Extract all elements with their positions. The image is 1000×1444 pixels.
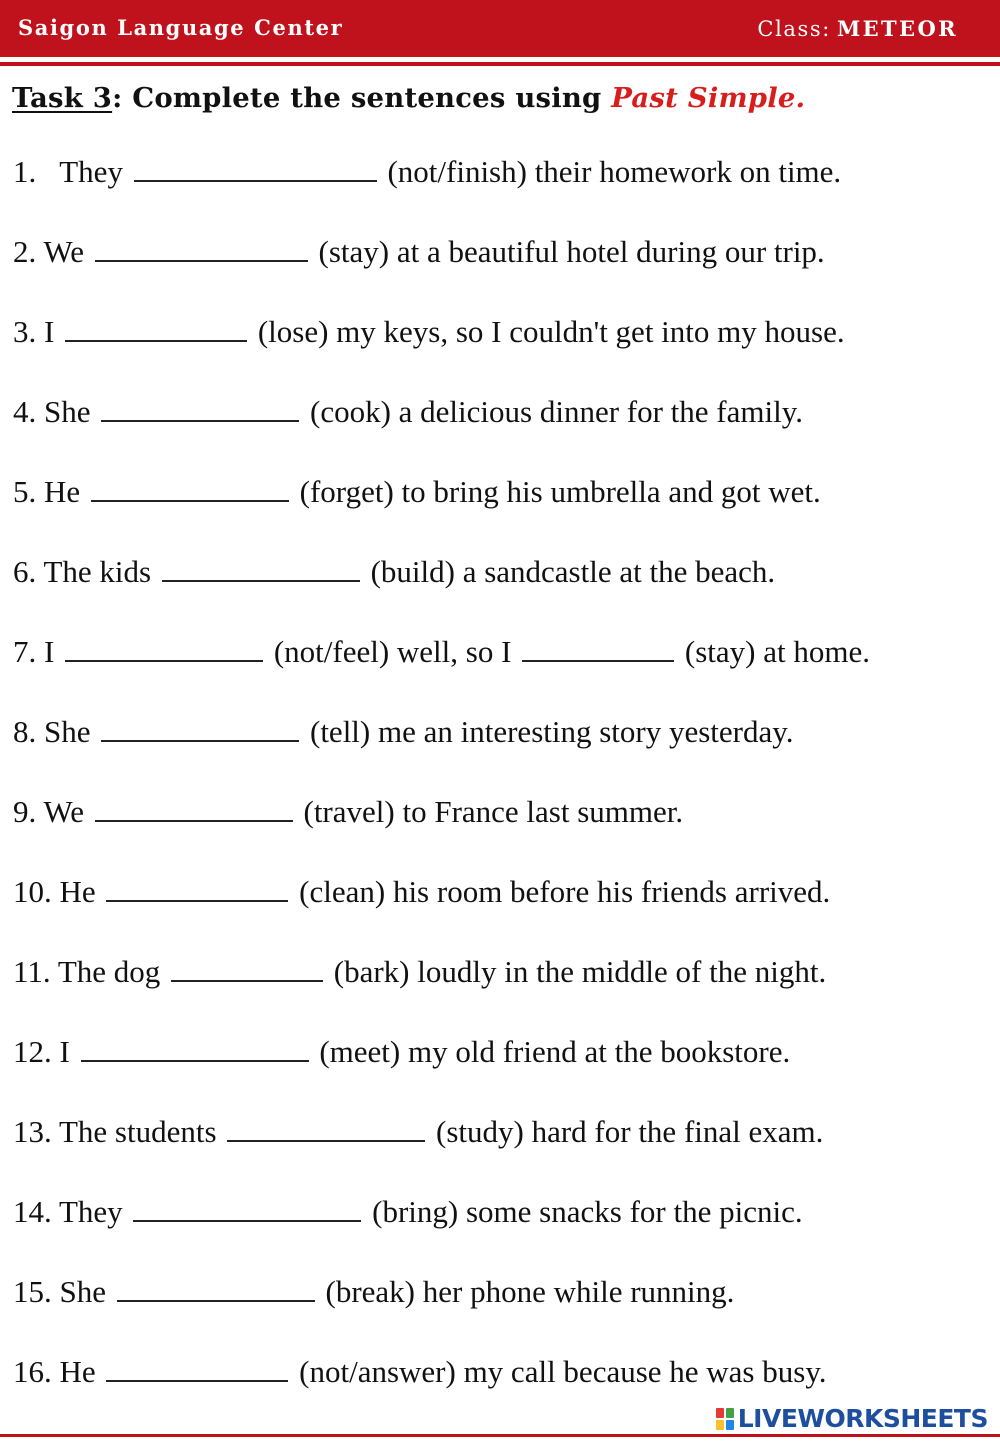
sentence-text: He bbox=[59, 1354, 96, 1389]
answer-blank[interactable] bbox=[65, 310, 247, 342]
answer-blank[interactable] bbox=[106, 870, 288, 902]
answer-blank[interactable] bbox=[101, 390, 299, 422]
sentence-number: 1. bbox=[13, 154, 37, 189]
sentence-number: 5. bbox=[13, 474, 37, 509]
sentence-text: (not/answer) my call because he was busy. bbox=[299, 1354, 827, 1389]
sentence-text: He bbox=[44, 474, 81, 509]
sentence-number: 9. bbox=[13, 794, 37, 829]
liveworksheets-logo-icon bbox=[716, 1408, 734, 1430]
sentence-text: I bbox=[44, 314, 55, 349]
sentence-text: (travel) to France last summer. bbox=[303, 794, 684, 829]
sentence-number: 3. bbox=[13, 314, 37, 349]
sentence-item bbox=[13, 230, 998, 310]
task-emphasis: Past Simple. bbox=[611, 82, 806, 114]
answer-blank[interactable] bbox=[171, 950, 323, 982]
answer-blank[interactable] bbox=[91, 470, 289, 502]
task-instruction: : Complete the sentences using bbox=[112, 82, 612, 114]
watermark-text: LIVEWORKSHEETS bbox=[737, 1404, 988, 1433]
sentence-text: (stay) at home. bbox=[684, 634, 870, 669]
sentence-text: (meet) my old friend at the bookstore. bbox=[319, 1034, 791, 1069]
task-title bbox=[12, 82, 805, 114]
task-label: Task 3 bbox=[12, 82, 113, 114]
sentence-number: 11. bbox=[13, 954, 51, 989]
sentence-text: (clean) his room before his friends arrived. bbox=[299, 874, 831, 909]
answer-blank[interactable] bbox=[101, 710, 299, 742]
sentence-text: He bbox=[59, 874, 96, 909]
liveworksheets-watermark bbox=[716, 1404, 988, 1433]
sentence-item bbox=[13, 790, 998, 870]
class-label: Class: bbox=[757, 17, 831, 41]
sentence-text: (tell) me an interesting story yesterday. bbox=[310, 714, 794, 749]
sentence-text: (lose) my keys, so I couldn't get into my house. bbox=[257, 314, 845, 349]
header-divider bbox=[0, 62, 1000, 66]
sentence-number: 16. bbox=[13, 1354, 52, 1389]
sentence-text: (forget) to bring his umbrella and got wet. bbox=[299, 474, 821, 509]
sentence-text: I bbox=[59, 1034, 70, 1069]
sentence-text: I bbox=[44, 634, 55, 669]
answer-blank[interactable] bbox=[95, 790, 293, 822]
sentence-item bbox=[13, 1270, 998, 1350]
sentence-text: The kids bbox=[43, 554, 152, 589]
answer-blank[interactable] bbox=[95, 230, 308, 262]
answer-blank[interactable] bbox=[162, 550, 360, 582]
class-value: METEOR bbox=[836, 16, 958, 41]
answer-blank[interactable] bbox=[522, 630, 674, 662]
sentence-number: 14. bbox=[13, 1194, 52, 1229]
sentence-text: She bbox=[44, 394, 91, 429]
sentence-text: (break) her phone while running. bbox=[325, 1274, 735, 1309]
sentence-number: 13. bbox=[13, 1114, 52, 1149]
sentence-text: We bbox=[43, 794, 84, 829]
sentence-item bbox=[13, 710, 998, 790]
sentence-text: (stay) at a beautiful hotel during our trip. bbox=[318, 234, 825, 269]
sentence-text: (build) a sandcastle at the beach. bbox=[370, 554, 776, 589]
sentence-number: 2. bbox=[13, 234, 37, 269]
sentence-item bbox=[13, 550, 998, 630]
sentence-item bbox=[13, 310, 998, 390]
sentence-item bbox=[13, 470, 998, 550]
sentence-text: (bark) loudly in the middle of the night. bbox=[333, 954, 827, 989]
sentence-number: 15. bbox=[13, 1274, 52, 1309]
answer-blank[interactable] bbox=[106, 1350, 288, 1382]
sentence-list bbox=[13, 150, 998, 1430]
answer-blank[interactable] bbox=[65, 630, 263, 662]
sentence-item bbox=[13, 1190, 998, 1270]
sentence-text: They bbox=[59, 154, 123, 189]
sentence-text: (cook) a delicious dinner for the family. bbox=[310, 394, 803, 429]
answer-blank[interactable] bbox=[133, 1190, 361, 1222]
sentence-text: (bring) some snacks for the picnic. bbox=[372, 1194, 803, 1229]
answer-blank[interactable] bbox=[117, 1270, 315, 1302]
sentence-number: 8. bbox=[13, 714, 37, 749]
header-bar bbox=[0, 0, 1000, 57]
sentence-number: 12. bbox=[13, 1034, 52, 1069]
school-name: Saigon Language Center bbox=[18, 15, 344, 40]
footer-divider bbox=[0, 1434, 1000, 1437]
sentence-number: 4. bbox=[13, 394, 37, 429]
sentence-number: 6. bbox=[13, 554, 37, 589]
sentence-item bbox=[13, 1110, 998, 1190]
sentence-item bbox=[13, 950, 998, 1030]
answer-blank[interactable] bbox=[134, 150, 377, 182]
sentence-item bbox=[13, 150, 998, 230]
sentence-item bbox=[13, 630, 998, 710]
answer-blank[interactable] bbox=[227, 1110, 425, 1142]
sentence-text: (not/finish) their homework on time. bbox=[387, 154, 842, 189]
class-info bbox=[757, 16, 958, 41]
sentence-item bbox=[13, 1030, 998, 1110]
sentence-text: She bbox=[44, 714, 91, 749]
sentence-item bbox=[13, 870, 998, 950]
sentence-text: She bbox=[59, 1274, 106, 1309]
sentence-text: The students bbox=[58, 1114, 217, 1149]
sentence-number: 10. bbox=[13, 874, 52, 909]
answer-blank[interactable] bbox=[81, 1030, 309, 1062]
sentence-number: 7. bbox=[13, 634, 37, 669]
sentence-text: (study) hard for the final exam. bbox=[436, 1114, 824, 1149]
sentence-text: They bbox=[58, 1194, 123, 1229]
sentence-text: (not/feel) well, so I bbox=[273, 634, 512, 669]
sentence-text: The dog bbox=[57, 954, 161, 989]
sentence-text: We bbox=[43, 234, 84, 269]
sentence-item bbox=[13, 390, 998, 470]
